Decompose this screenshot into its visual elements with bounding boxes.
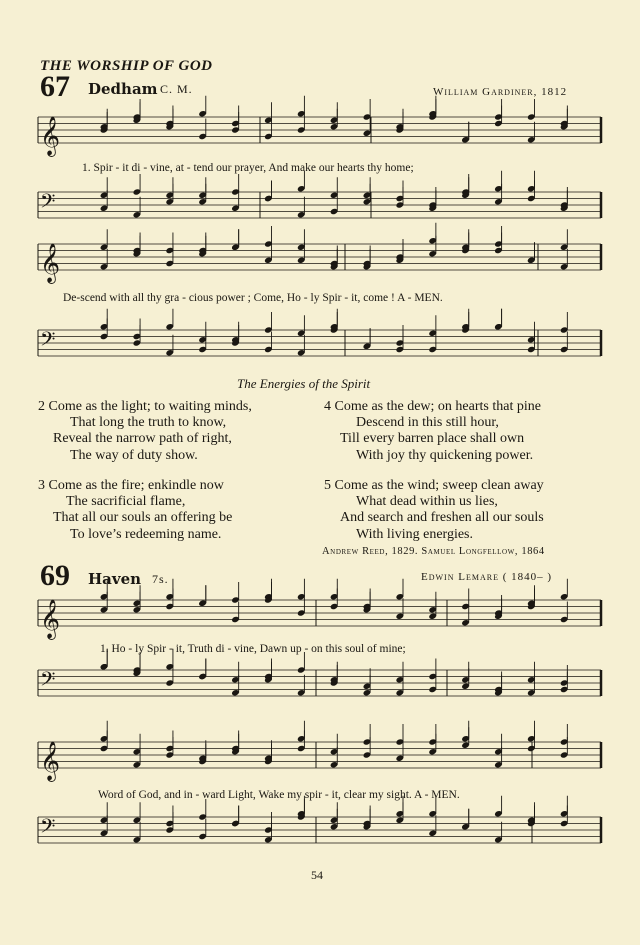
hymn-67-number: 67 <box>40 70 70 103</box>
hymn-67-tune: Dedham <box>88 80 158 98</box>
stanza-line: 3 Come as the fire; enkindle now <box>38 478 224 493</box>
stanza-line: 5 Come as the wind; sweep clean away <box>324 478 544 493</box>
hymn-69-lyric-line-2: Word of God, and in - ward Light, Wake my spir - it, clear my sight. A - MEN. <box>98 789 460 801</box>
hymn-67-lyric-line-2: De-scend with all thy gra - cious power ; Come, Ho - ly Spir - it, come ! A - MEN. <box>63 292 443 304</box>
stanza-line: 4 Come as the dew; on hearts that pine <box>324 399 541 414</box>
bass-clef-icon: 𝄢 <box>40 814 56 843</box>
stanza-line: What dead within us lies, <box>356 494 498 510</box>
stanza-line: The way of duty show. <box>70 447 198 463</box>
stanza-line: Descend in this still hour, <box>356 415 499 431</box>
stanza-line: That all our souls an offering be <box>53 510 233 526</box>
hymn-69-tune: Haven <box>88 570 142 588</box>
treble-clef-icon: 𝄞 <box>40 599 61 639</box>
hymn-67-meter: C. M. <box>160 82 193 96</box>
bass-clef-icon: 𝄢 <box>40 189 56 218</box>
stanza-line: With joy thy quickening power. <box>356 447 534 463</box>
hymn-67-caption: The Energies of the Spirit <box>237 376 371 391</box>
stanza-5 <box>324 478 544 543</box>
hymn-69-meter: 7s. <box>152 572 169 586</box>
stanza-line: To love’s redeeming name. <box>70 526 222 542</box>
stanza-line: With living energies. <box>356 526 473 542</box>
page-number: 54 <box>311 868 323 882</box>
hymn-67-lyric-line-1: 1. Spir - it di - vine, at - tend our prayer, And make our hearts thy home; <box>82 162 414 174</box>
hymn-69-number: 69 <box>40 559 70 592</box>
stanza-2 <box>38 399 252 464</box>
treble-clef-icon: 𝄞 <box>40 741 61 781</box>
bass-clef-icon: 𝄢 <box>40 327 56 356</box>
stanza-line: Till every barren place shall own <box>340 431 525 447</box>
stanza-line: That long the truth to know, <box>70 415 227 431</box>
treble-clef-icon: 𝄞 <box>40 116 61 156</box>
stanza-line: Reveal the narrow path of right, <box>53 431 232 447</box>
stanza-line: 2 Come as the light; to waiting minds, <box>38 399 252 414</box>
bass-clef-icon: 𝄢 <box>40 667 56 696</box>
treble-clef-icon: 𝄞 <box>40 243 61 283</box>
section-title: THE WORSHIP OF GOD <box>40 58 213 74</box>
hymn-69-composer: Edwin Lemare ( 1840– ) <box>421 571 553 583</box>
stanza-line: The sacrificial flame, <box>66 494 186 510</box>
stanza-line: And search and freshen all our souls <box>340 510 544 526</box>
stanza-4 <box>324 399 541 464</box>
hymn-69-lyric-line-1: 1. Ho - ly Spir - it, Truth di - vine, Dawn up - on this soul of mine; <box>100 643 406 655</box>
hymn-67-authors: Andrew Reed, 1829. Samuel Longfellow, 1864 <box>322 546 545 557</box>
stanza-3 <box>38 478 232 543</box>
hymn-67-composer: William Gardiner, 1812 <box>433 86 568 98</box>
